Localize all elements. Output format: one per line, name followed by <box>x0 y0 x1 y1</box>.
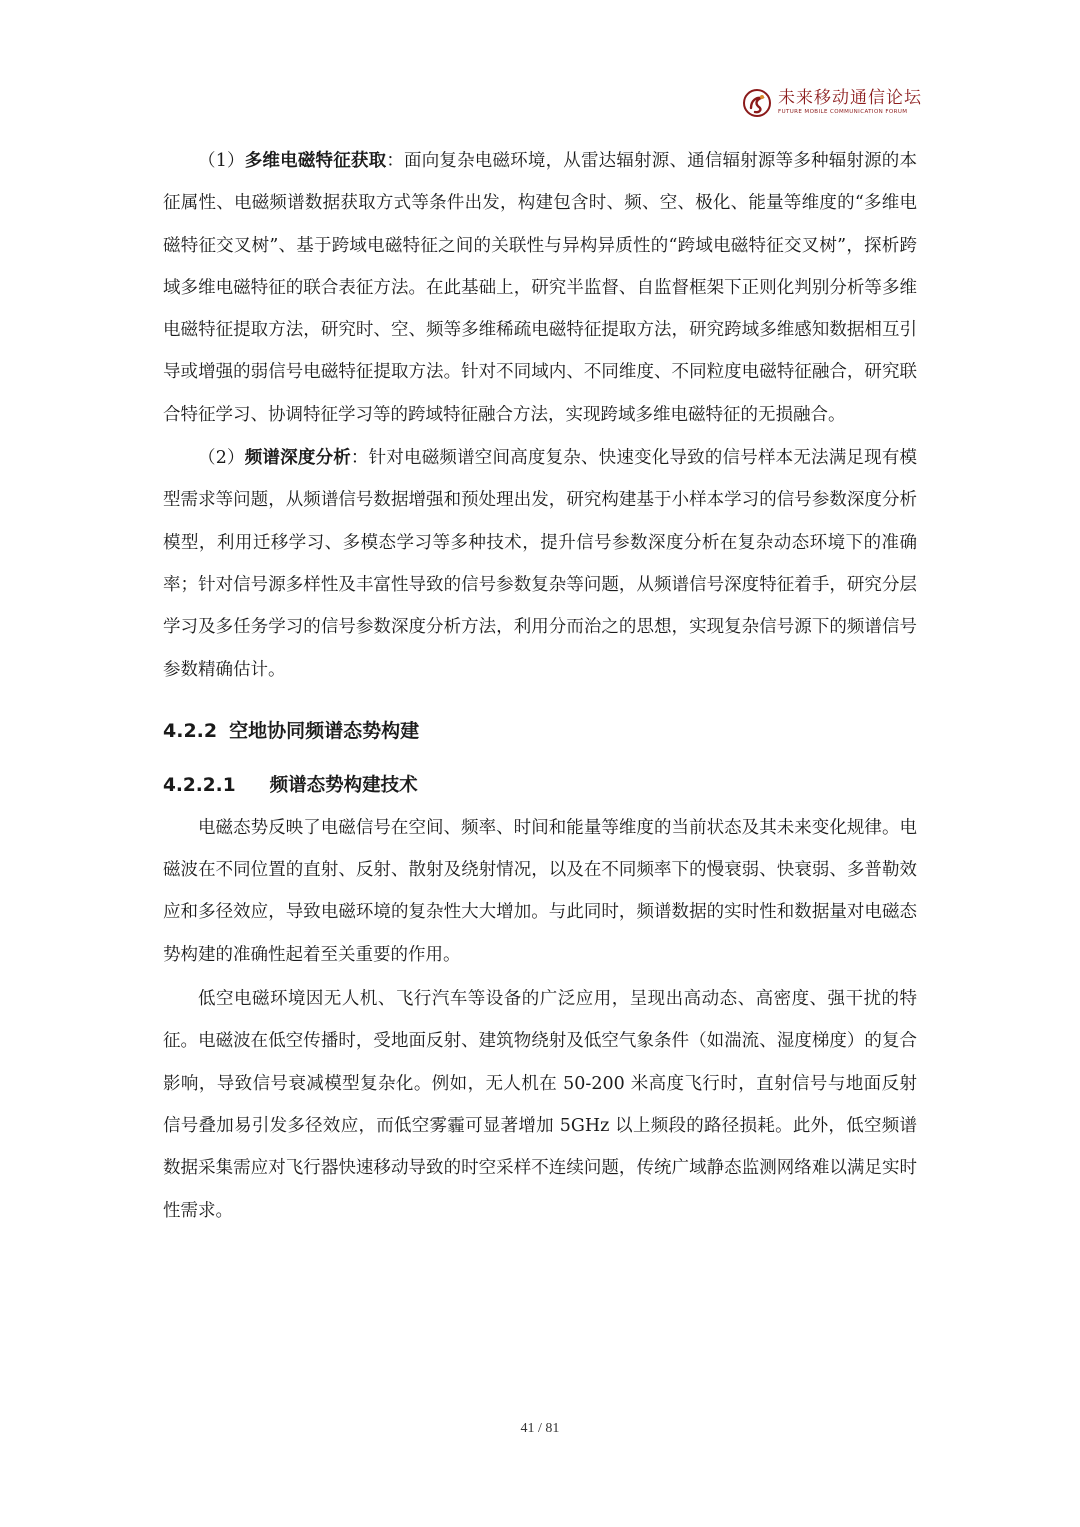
subsection-number: 4.2.2.1 <box>163 774 236 796</box>
logo-english-name: FUTURE MOBILE COMMUNICATION FORUM <box>778 109 908 116</box>
forum-logo-icon <box>742 88 772 118</box>
paragraph-spectrum-analysis <box>163 437 917 691</box>
paragraph-text: 低空电磁环境因无人机、飞行汽车等设备的广泛应用，呈现出高动态、高密度、强干扰的特征。电磁波在低空传播时，受地面反射、建筑物绕射及低空气象条件（如湍流、湿度梯度）的复合影响，导致信号衰减模型复杂化。例如，无人机在 50-200 米高度飞行时，直射信号与地面反射信号叠加易引发多径效应，而低空雾霾可显著增加 5GHz 以上频段的路径损耗。此外，低空频谱数据采集需应对飞行器快速移动导致的时空采样不连续问题，传统广域静态监测网络难以满足实时性需求。 <box>163 989 917 1221</box>
item-number: （1） <box>198 151 245 171</box>
header-logo <box>742 88 922 118</box>
paragraph-text: ：针对电磁频谱空间高度复杂、快速变化导致的信号样本无法满足现有模型需求等问题，从频谱信号数据增强和预处理出发，研究构建基于小样本学习的信号参数深度分析模型，利用迁移学习、多模态学习等多种技术，提升信号参数深度分析在复杂动态环境下的准确率；针对信号源多样性及丰富性导致的信号参数复杂等问题，从频谱信号深度特征着手，研究分层学习及多任务学习的信号参数深度分析方法，利用分而治之的思想，实现复杂信号源下的频谱信号参数精确估计。 <box>163 448 918 680</box>
section-title: 空地协同频谱态势构建 <box>229 719 420 742</box>
page-number: 41 / 81 <box>520 1421 560 1436</box>
item-bold-title: 频谱深度分析 <box>244 448 351 469</box>
item-bold-title: 多维电磁特征获取 <box>244 151 387 171</box>
subsection-heading-4-2-2-1 <box>163 760 917 812</box>
paragraph-em-situation <box>163 807 917 976</box>
logo-text <box>778 90 922 116</box>
paragraph-text: 电磁态势反映了电磁信号在空间、频率、时间和能量等维度的当前状态及其未来变化规律。电磁波在不同位置的直射、反射、散射及绕射情况，以及在不同频率下的慢衰弱、快衰弱、多普勒效应和多径效应，导致电磁环境的复杂性大大增加。与此同时，频谱数据的实时性和数据量对电磁态势构建的准确性起着至关重要的作用。 <box>163 817 917 965</box>
paragraph-text: ：面向复杂电磁环境，从雷达辐射源、通信辐射源等多种辐射源的本征属性、电磁频谱数据获取方式等条件出发，构建包含时、频、空、极化、能量等维度的“多维电磁特征交叉树”、基于跨域电磁特征之间的关联性与异构异质性的“跨域电磁特征交叉树”，探析跨域多维电磁特征的联合表征方法。在此基础上，研究半监督、自监督框架下正则化判别分析等多维电磁特征提取方法，研究时、空、频等多维稀疏电磁特征提取方法，研究跨域多维感知数据相互引导或增强的弱信号电磁特征提取方法。针对不同域内、不同维度、不同粒度电磁特征融合，研究联合特征学习、协调特征学习等的跨域特征融合方法，实现跨域多维电磁特征的无损融合。 <box>163 151 918 425</box>
paragraph-multidim-feature <box>163 140 917 436</box>
item-number: （2） <box>198 448 245 469</box>
paragraph-low-altitude <box>163 978 917 1232</box>
section-heading-4-2-2 <box>163 705 917 757</box>
subsection-title: 频谱态势构建技术 <box>269 774 418 796</box>
document-body <box>163 140 917 1232</box>
section-number: 4.2.2 <box>163 719 218 742</box>
logo-chinese-name: 未来移动通信论坛 <box>778 88 922 109</box>
